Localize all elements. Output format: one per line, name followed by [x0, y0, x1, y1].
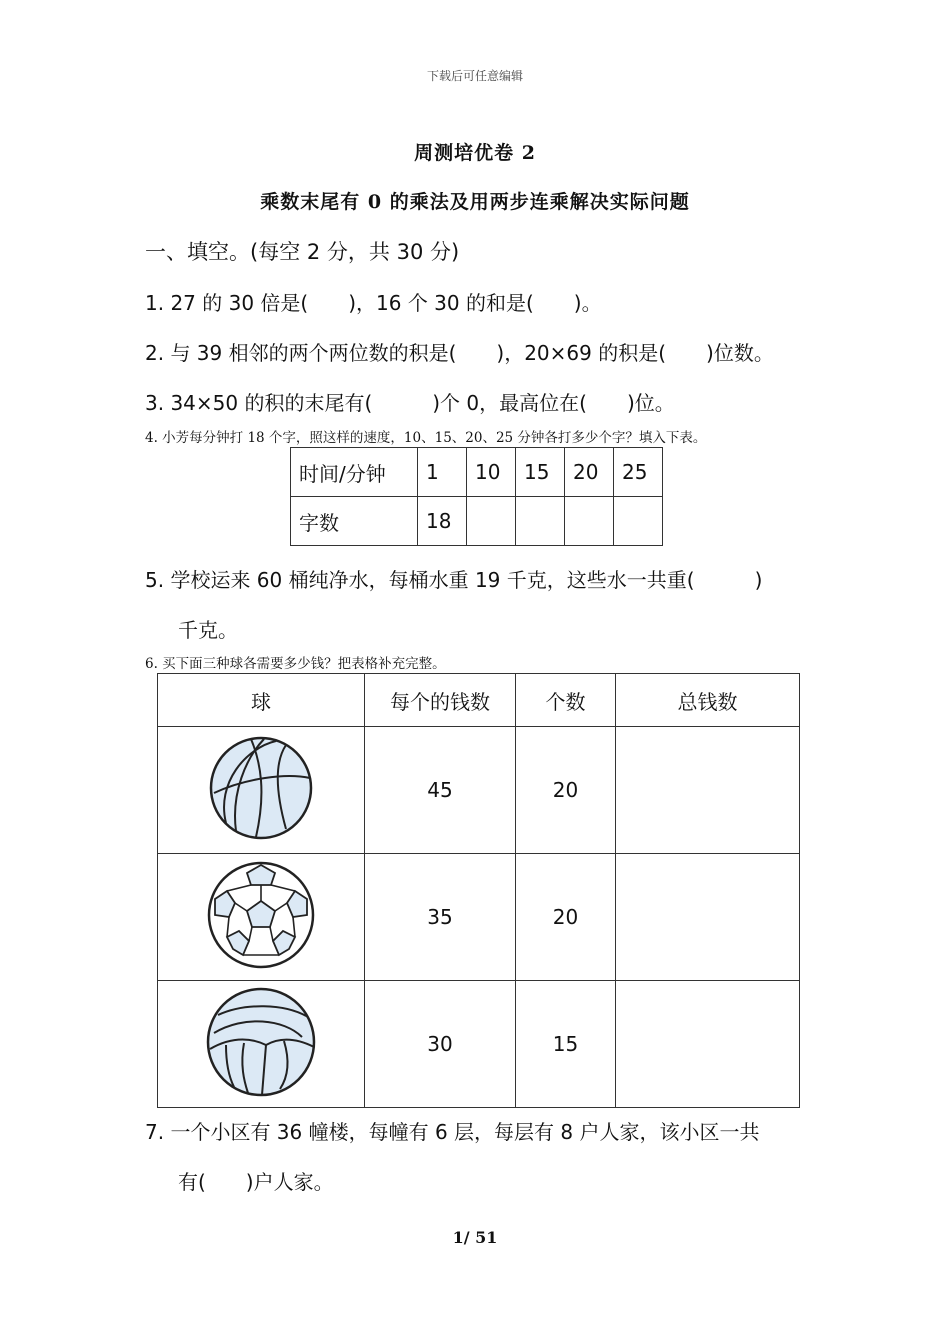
count-cell: 20 — [516, 854, 616, 981]
volleyball-icon — [204, 985, 318, 1099]
ball-cell — [158, 727, 365, 854]
section-heading: 一、填空。(每空 2 分，共 30 分) — [145, 240, 460, 264]
page-number: 1/ 51 — [452, 1228, 498, 1247]
table-row — [158, 727, 800, 854]
question-5-line-2: 千克。 — [178, 618, 238, 642]
row-header-words: 字数 — [291, 497, 418, 546]
minutes-cell: 1 — [418, 448, 467, 497]
page-title: 周测培优卷 2 — [414, 142, 536, 164]
ball-cell — [158, 854, 365, 981]
row-header-minutes: 时间/分钟 — [291, 448, 418, 497]
question-7-line-1: 7. 一个小区有 36 幢楼，每幢有 6 层，每层有 8 户人家，该小区一共 — [145, 1120, 760, 1144]
question-6: 6. 买下面三种球各需要多少钱？把表格补充完整。 — [145, 656, 446, 672]
basketball-icon — [206, 733, 316, 843]
page-subtitle: 乘数末尾有 0 的乘法及用两步连乘解决实际问题 — [260, 191, 690, 213]
words-cell — [565, 497, 614, 546]
header-note: 下载后可任意编辑 — [426, 69, 523, 83]
table-row — [291, 497, 663, 546]
price-cell: 30 — [365, 981, 516, 1108]
question-7-line-2: 有( )户人家。 — [178, 1170, 334, 1194]
total-cell — [616, 854, 800, 981]
price-cell: 35 — [365, 854, 516, 981]
question-1: 1. 27 的 30 倍是( )，16 个 30 的和是( )。 — [145, 291, 602, 315]
ball-cell — [158, 981, 365, 1108]
count-cell: 15 — [516, 981, 616, 1108]
typing-table — [290, 447, 663, 546]
table-row — [158, 854, 800, 981]
minutes-cell: 15 — [516, 448, 565, 497]
price-cell: 45 — [365, 727, 516, 854]
col-header-ball: 球 — [158, 674, 365, 727]
question-5-line-1: 5. 学校运来 60 桶纯净水，每桶水重 19 千克，这些水一共重( ) — [145, 568, 763, 592]
question-2: 2. 与 39 相邻的两个两位数的积是( )，20×69 的积是( )位数。 — [145, 341, 774, 365]
minutes-cell: 10 — [467, 448, 516, 497]
minutes-cell: 20 — [565, 448, 614, 497]
words-cell — [467, 497, 516, 546]
question-3: 3. 34×50 的积的末尾有( )个 0，最高位在( )位。 — [145, 391, 675, 415]
table-row — [158, 981, 800, 1108]
col-header-count: 个数 — [516, 674, 616, 727]
count-cell: 20 — [516, 727, 616, 854]
table-header-row — [158, 674, 800, 727]
question-4: 4. 小芳每分钟打 18 个字，照这样的速度，10、15、20、25 分钟各打多少个字？填入下表。 — [145, 430, 707, 446]
total-cell — [616, 727, 800, 854]
soccer-ball-icon — [205, 859, 317, 971]
col-header-price: 每个的钱数 — [365, 674, 516, 727]
words-cell — [516, 497, 565, 546]
total-cell — [616, 981, 800, 1108]
words-cell — [614, 497, 663, 546]
table-row — [291, 448, 663, 497]
minutes-cell: 25 — [614, 448, 663, 497]
words-cell: 18 — [418, 497, 467, 546]
ball-price-table — [157, 673, 800, 1108]
col-header-total: 总钱数 — [616, 674, 800, 727]
